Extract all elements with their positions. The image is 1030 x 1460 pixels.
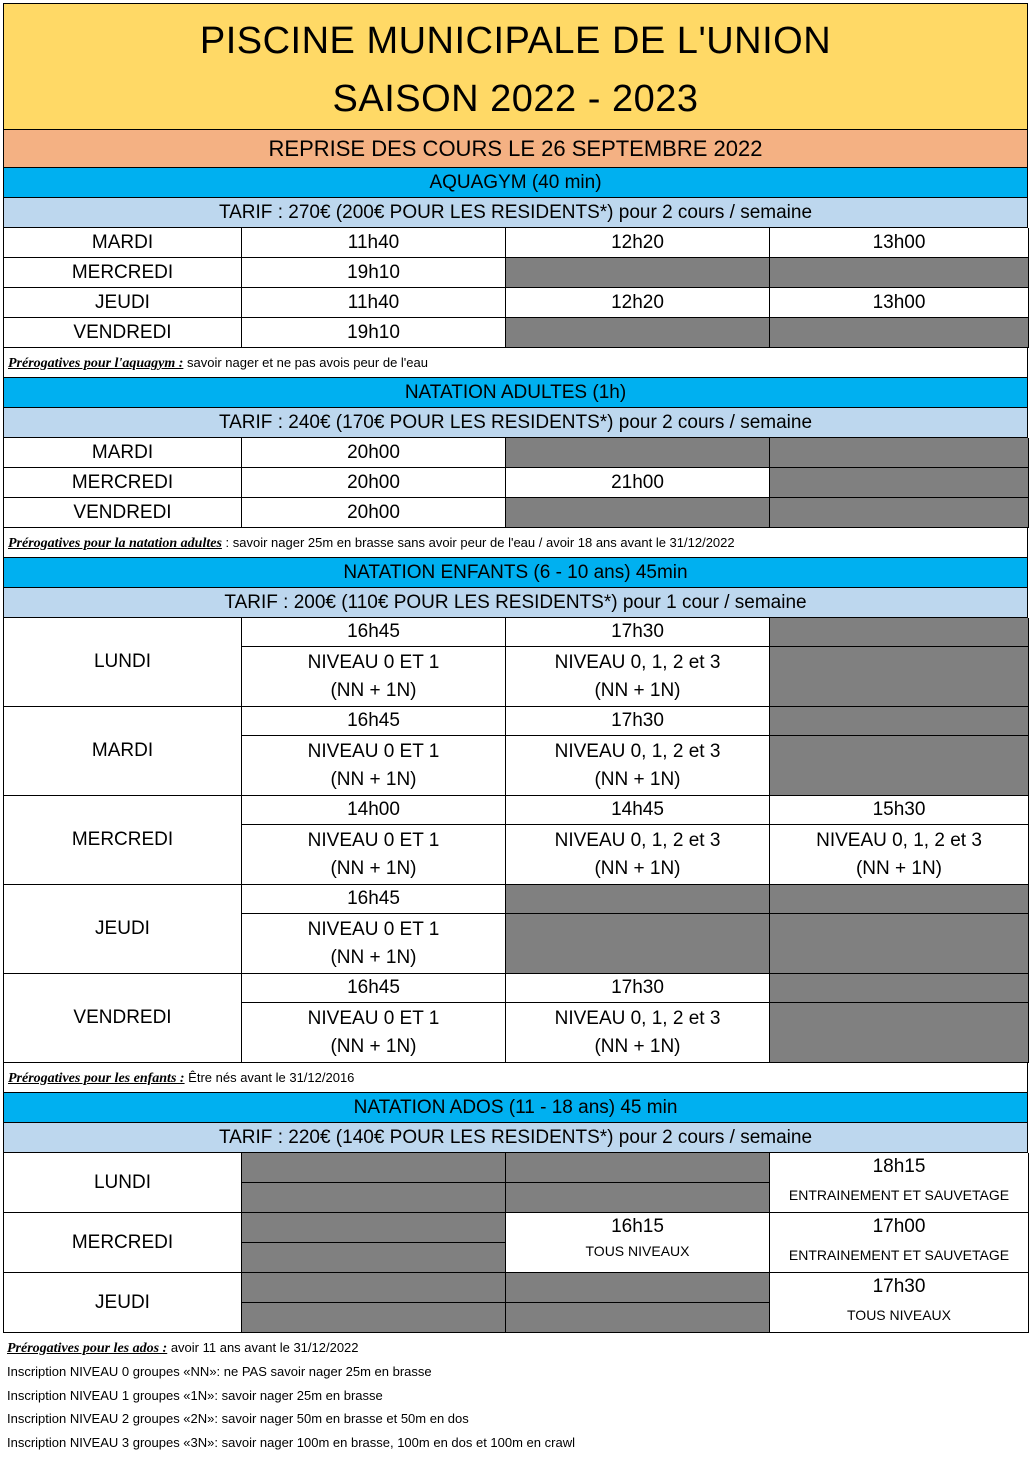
day-cell: LUNDI xyxy=(4,1153,242,1213)
empty-slot xyxy=(770,618,1029,647)
section-title-aquagym: AQUAGYM (40 min) xyxy=(3,168,1028,198)
day-cell: MARDI xyxy=(4,228,242,258)
empty-slot xyxy=(506,885,770,914)
group-label: (NN + 1N) xyxy=(330,946,417,968)
level-cell xyxy=(242,1003,506,1063)
schedule-row xyxy=(4,498,1029,528)
empty-slot xyxy=(770,498,1029,528)
level-cell xyxy=(770,825,1029,885)
page-title: PISCINE MUNICIPALE DE L'UNION xyxy=(199,20,832,62)
group-label: (NN + 1N) xyxy=(594,679,681,701)
schedule-row xyxy=(4,707,1029,736)
time-slot: 20h00 xyxy=(242,498,506,528)
time-slot: 16h45 xyxy=(242,885,506,914)
group-label: (NN + 1N) xyxy=(855,857,943,879)
inscription-note: Inscription NIVEAU 2 groupes «2N»: savoir nager 50m en brasse et 50m en dos xyxy=(7,1411,469,1427)
time-slot: 17h30 xyxy=(506,974,770,1003)
prereq-label: Prérogatives pour l'aquagym : xyxy=(8,356,184,371)
schedule-row xyxy=(4,974,1029,1003)
level-label: NIVEAU 0 ET 1 xyxy=(307,1007,440,1029)
empty-slot xyxy=(506,318,770,348)
empty-slot xyxy=(506,1303,770,1333)
day-cell: LUNDI xyxy=(4,618,242,707)
group-label: (NN + 1N) xyxy=(594,768,681,790)
prereq-text: : savoir nager 25m en brasse sans avoir peur de l'eau / avoir 18 ans avant le 31/12/2022 xyxy=(221,535,735,550)
time-slot: 20h00 xyxy=(242,438,506,468)
time-slot: 21h00 xyxy=(506,468,770,498)
ados-table xyxy=(3,1153,1029,1333)
day-cell: JEUDI xyxy=(4,1273,242,1333)
level-label: NIVEAU 0, 1, 2 et 3 xyxy=(554,829,721,851)
day-cell: JEUDI xyxy=(4,885,242,974)
group-label: (NN + 1N) xyxy=(594,857,681,879)
empty-slot xyxy=(770,914,1029,974)
prereq-adultes xyxy=(3,528,1028,558)
time-slot xyxy=(770,1153,1029,1213)
group-label: (NN + 1N) xyxy=(330,1035,417,1057)
empty-slot xyxy=(506,258,770,288)
prereq-label: Prérogatives pour les enfants : xyxy=(8,1071,185,1086)
group-label: (NN + 1N) xyxy=(330,679,417,701)
day-cell: MARDI xyxy=(4,707,242,796)
empty-slot xyxy=(242,1183,506,1213)
empty-slot xyxy=(242,1243,506,1273)
schedule-row xyxy=(4,438,1029,468)
day-cell: VENDREDI xyxy=(4,318,242,348)
level-label: NIVEAU 0 ET 1 xyxy=(307,918,440,940)
inscription-note: Inscription NIVEAU 3 groupes «3N»: savoir nager 100m en brasse, 100m en dos et 100m en crawl xyxy=(7,1434,575,1450)
day-cell: MERCREDI xyxy=(4,1213,242,1273)
schedule-sheet xyxy=(3,3,1028,1454)
time-slot xyxy=(506,1213,770,1273)
enfants-table xyxy=(3,618,1029,1063)
section-title-ados: NATATION ADOS (11 - 18 ans) 45 min xyxy=(3,1093,1028,1123)
prereq-text: avoir 11 ans avant le 31/12/2022 xyxy=(167,1340,359,1355)
tarif-adultes: TARIF : 240€ (170€ POUR LES RESIDENTS*) pour 2 cours / semaine xyxy=(3,408,1028,438)
schedule-row xyxy=(4,468,1029,498)
schedule-row xyxy=(4,618,1029,647)
schedule-row xyxy=(4,258,1029,288)
slot-time: 18h15 xyxy=(872,1156,926,1177)
level-label: NIVEAU 0, 1, 2 et 3 xyxy=(554,1007,721,1029)
time-slot: 17h30 xyxy=(506,618,770,647)
level-label: NIVEAU 0 ET 1 xyxy=(307,651,440,673)
time-slot: 11h40 xyxy=(242,288,506,318)
level-cell xyxy=(506,736,770,796)
prereq-aquagym xyxy=(3,348,1028,378)
slot-note: ENTRAINEMENT ET SAUVETAGE xyxy=(788,1187,1010,1203)
schedule-row xyxy=(4,1153,1029,1183)
time-slot: 13h00 xyxy=(770,228,1029,258)
time-slot: 19h10 xyxy=(242,258,506,288)
adultes-table xyxy=(3,438,1029,528)
tarif-enfants: TARIF : 200€ (110€ POUR LES RESIDENTS*) pour 1 cour / semaine xyxy=(3,588,1028,618)
footer-notes xyxy=(3,1336,1028,1454)
day-cell: JEUDI xyxy=(4,288,242,318)
schedule-row xyxy=(4,796,1029,825)
time-slot: 16h45 xyxy=(242,618,506,647)
time-slot: 16h45 xyxy=(242,707,506,736)
group-label: (NN + 1N) xyxy=(330,768,417,790)
time-slot: 12h20 xyxy=(506,288,770,318)
time-slot: 11h40 xyxy=(242,228,506,258)
prereq-label: Prérogatives pour les ados : xyxy=(7,1341,168,1356)
aquagym-table xyxy=(3,228,1029,348)
level-cell xyxy=(242,736,506,796)
level-label: NIVEAU 0, 1, 2 et 3 xyxy=(816,829,982,851)
empty-slot xyxy=(770,468,1029,498)
day-cell: MERCREDI xyxy=(4,258,242,288)
day-cell: MERCREDI xyxy=(4,468,242,498)
slot-note: TOUS NIVEAUX xyxy=(847,1307,951,1323)
inscription-note: Inscription NIVEAU 1 groupes «1N»: savoir nager 25m en brasse xyxy=(7,1387,383,1403)
empty-slot xyxy=(770,736,1029,796)
day-cell: MERCREDI xyxy=(4,796,242,885)
group-label: (NN + 1N) xyxy=(594,1035,681,1057)
empty-slot xyxy=(506,914,770,974)
empty-slot xyxy=(242,1213,506,1243)
section-title-enfants: NATATION ENFANTS (6 - 10 ans) 45min xyxy=(3,558,1028,588)
empty-slot xyxy=(242,1153,506,1183)
time-slot: 15h30 xyxy=(770,796,1029,825)
season-title: SAISON 2022 - 2023 xyxy=(332,78,699,120)
tarif-aquagym: TARIF : 270€ (200€ POUR LES RESIDENTS*) pour 2 cours / semaine xyxy=(3,198,1028,228)
day-cell: MARDI xyxy=(4,438,242,468)
prereq-text: Être nés avant le 31/12/2016 xyxy=(184,1070,355,1085)
empty-slot xyxy=(242,1303,506,1333)
time-slot: 20h00 xyxy=(242,468,506,498)
slot-time: 17h00 xyxy=(872,1216,926,1237)
day-cell: VENDREDI xyxy=(4,974,242,1063)
empty-slot xyxy=(506,438,770,468)
reprise-banner: REPRISE DES COURS LE 26 SEPTEMBRE 2022 xyxy=(3,130,1028,168)
schedule-row xyxy=(4,885,1029,914)
empty-slot xyxy=(506,1153,770,1183)
empty-slot xyxy=(242,1273,506,1303)
empty-slot xyxy=(506,1183,770,1213)
day-cell: VENDREDI xyxy=(4,498,242,528)
inscription-note: Inscription NIVEAU 0 groupes «NN»: ne PAS savoir nager 25m en brasse xyxy=(7,1364,432,1380)
level-cell xyxy=(242,647,506,707)
group-label: (NN + 1N) xyxy=(330,857,417,879)
slot-note: TOUS NIVEAUX xyxy=(585,1243,690,1259)
time-slot: 13h00 xyxy=(770,288,1029,318)
empty-slot xyxy=(770,647,1029,707)
level-cell xyxy=(506,647,770,707)
time-slot: 14h00 xyxy=(242,796,506,825)
slot-time: 17h30 xyxy=(872,1276,926,1297)
prereq-label: Prérogatives pour la natation adultes xyxy=(8,536,222,551)
slot-time: 16h15 xyxy=(611,1216,664,1237)
empty-slot xyxy=(770,1003,1029,1063)
level-cell xyxy=(506,825,770,885)
time-slot: 19h10 xyxy=(242,318,506,348)
empty-slot xyxy=(770,885,1029,914)
schedule-row xyxy=(4,288,1029,318)
slot-note: ENTRAINEMENT ET SAUVETAGE xyxy=(788,1247,1010,1263)
level-cell xyxy=(506,1003,770,1063)
level-label: NIVEAU 0, 1, 2 et 3 xyxy=(554,740,721,762)
empty-slot xyxy=(770,258,1029,288)
level-cell xyxy=(242,914,506,974)
prereq-text: savoir nager et ne pas avois peur de l'eau xyxy=(183,355,428,370)
empty-slot xyxy=(770,974,1029,1003)
title-block xyxy=(3,3,1028,130)
level-label: NIVEAU 0, 1, 2 et 3 xyxy=(554,651,721,673)
time-slot: 14h45 xyxy=(506,796,770,825)
section-title-adultes: NATATION ADULTES (1h) xyxy=(3,378,1028,408)
schedule-row xyxy=(4,228,1029,258)
level-label: NIVEAU 0 ET 1 xyxy=(307,829,440,851)
prereq-enfants xyxy=(3,1063,1028,1093)
empty-slot xyxy=(770,707,1029,736)
level-cell xyxy=(242,825,506,885)
tarif-ados: TARIF : 220€ (140€ POUR LES RESIDENTS*) pour 2 cours / semaine xyxy=(3,1123,1028,1153)
schedule-row xyxy=(4,1213,1029,1243)
prereq-ados xyxy=(7,1336,1028,1360)
time-slot: 17h30 xyxy=(506,707,770,736)
level-label: NIVEAU 0 ET 1 xyxy=(307,740,440,762)
empty-slot xyxy=(506,498,770,528)
empty-slot xyxy=(770,318,1029,348)
schedule-row xyxy=(4,318,1029,348)
time-slot: 12h20 xyxy=(506,228,770,258)
schedule-row xyxy=(4,1273,1029,1303)
time-slot: 16h45 xyxy=(242,974,506,1003)
empty-slot xyxy=(506,1273,770,1303)
time-slot xyxy=(770,1273,1029,1333)
empty-slot xyxy=(770,438,1029,468)
time-slot xyxy=(770,1213,1029,1273)
